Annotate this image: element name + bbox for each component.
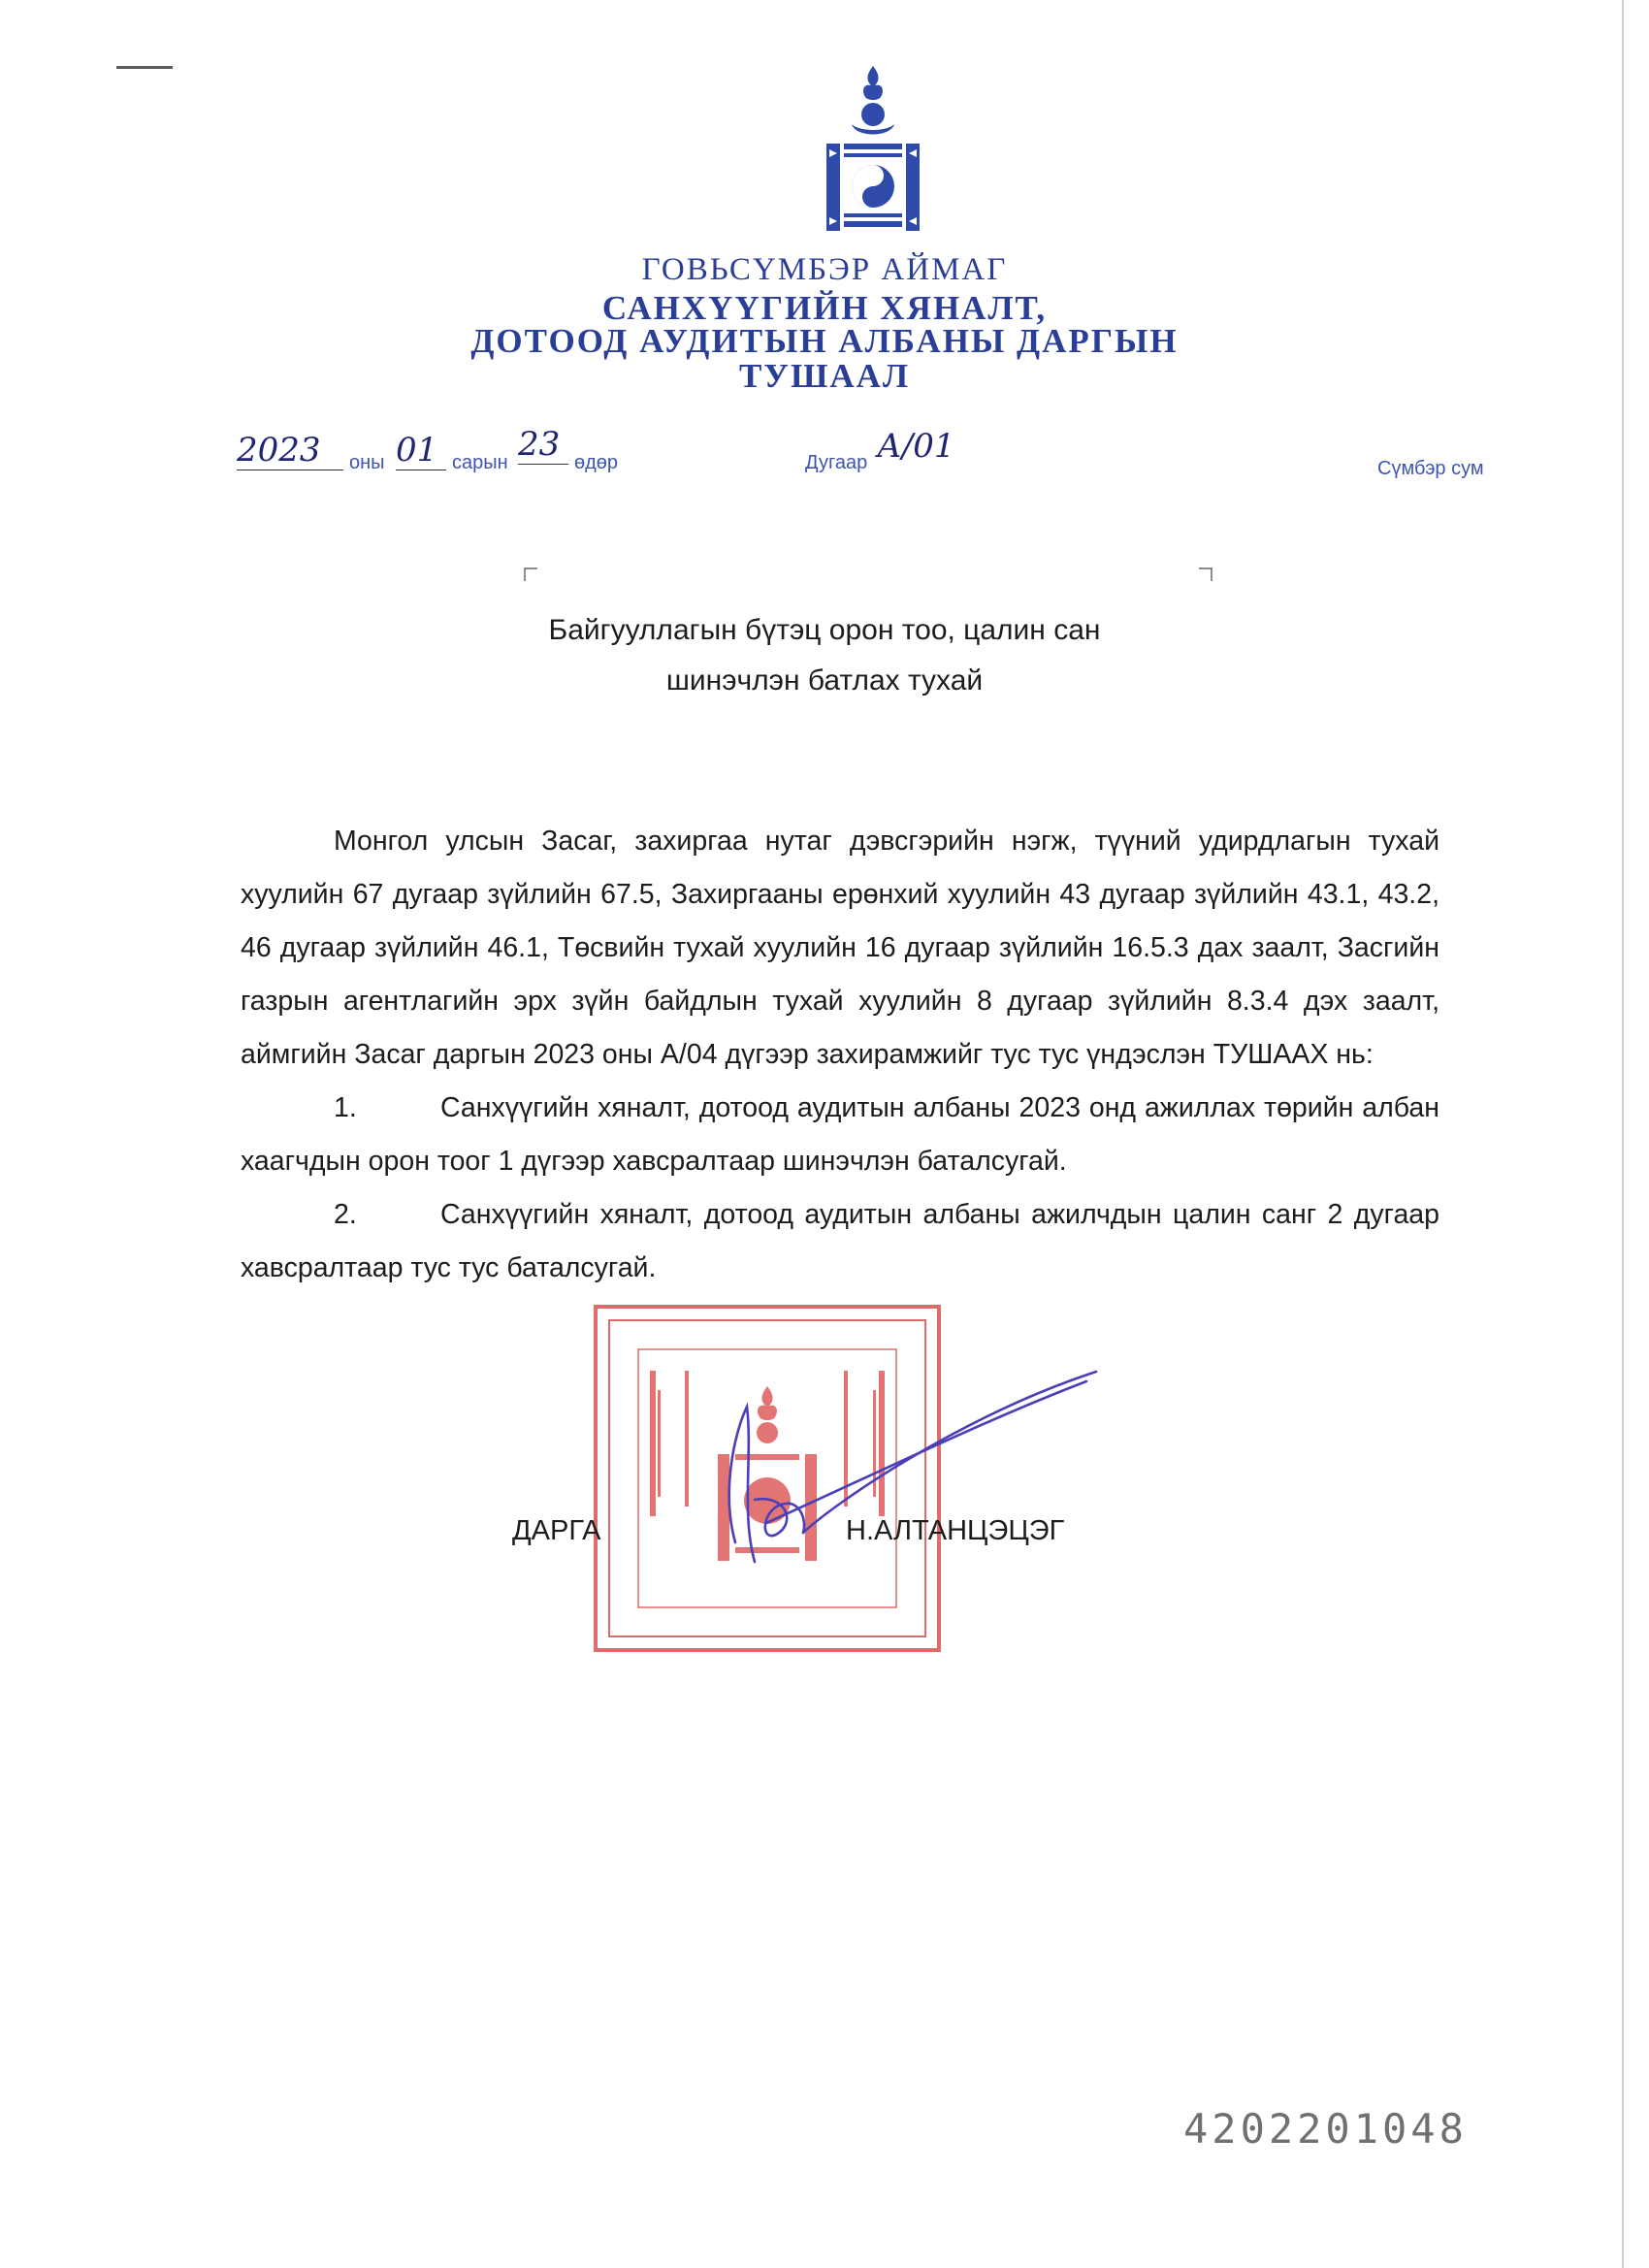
date-number-line <box>237 425 1517 489</box>
order-item-number: 2. <box>334 1199 357 1230</box>
date-day: 23 <box>518 425 568 465</box>
document-number: А/01 <box>877 427 955 466</box>
order-item-text: Санхүүгийн хяналт, дотоод аудитын албаны ажилчдын цалин санг 2 дугаар хавсралтаар тус тус баталсугай. <box>241 1199 1439 1283</box>
signatory-name: Н.АЛТАНЦЭЦЭГ <box>846 1515 1065 1546</box>
date-month: 01 <box>396 431 446 470</box>
number-label: Дугаар <box>805 452 868 473</box>
soyombo-emblem-icon <box>826 64 920 231</box>
order-item-2 <box>241 1188 1439 1295</box>
signatory-title: ДАРГА <box>512 1515 601 1546</box>
month-label: сарын <box>452 452 508 473</box>
order-title-line1: Байгууллагын бүтэц орон тоо, цалин сан <box>548 614 1101 646</box>
date-year: 2023 <box>237 431 343 470</box>
order-item-text: Санхүүгийн хяналт, дотоод аудитын албаны 2023 онд ажиллах төрийн албан хаагчдын орон тоог 1 дүгээр хавсралтаар шинэчлэн баталсугай. <box>241 1092 1439 1177</box>
preamble-paragraph: Монгол улсын Засаг, захиргаа нутаг дэвсгэрийн нэгж, түүний удирдлагын тухай хуулийн 67 дугаар зүйлийн 67.5, Захиргааны ерөнхий хуулийн 43 дугаар зүйлийн 43.1, 43.2, 46 дугаар зүйлийн 46.1, Төсвийн тухай хуулийн 16 дугаар зүйлийн 16.5.3 дах заалт, Засгийн газрын агентлагийн эрх зүйн байдлын тухай хуулийн 8 дугаар зүйлийн 8.3.4 дэх заалт, аймгийн Засаг даргын 2023 оны А/04 дүгээр захирамжийг тус тус үндэслэн ТУШААХ нь: <box>241 826 1439 1070</box>
order-body <box>241 815 1439 1295</box>
corner-mark <box>116 66 173 69</box>
order-item-1 <box>241 1082 1439 1188</box>
document-serial-number: 4202201048 <box>1183 2105 1468 2153</box>
year-label: оны <box>349 452 385 473</box>
document-type: ТУШААЛ <box>738 357 911 395</box>
org-name-line2: ДОТООД АУДИТЫН АЛБАНЫ ДАРГЫН <box>470 322 1179 360</box>
title-bracket-left <box>524 567 537 581</box>
org-name-line1: САНХҮҮГИЙН ХЯНАЛТ, <box>601 289 1048 327</box>
aimag-name: ГОВЬСҮМБЭР АЙМАГ <box>641 252 1008 287</box>
order-item-number: 1. <box>334 1092 357 1123</box>
order-title-line2: шинэчлэн батлах тухай <box>665 664 984 697</box>
title-bracket-right <box>1199 567 1212 581</box>
place-name: Сүмбэр сум <box>1377 458 1484 479</box>
day-label: өдөр <box>574 452 619 473</box>
